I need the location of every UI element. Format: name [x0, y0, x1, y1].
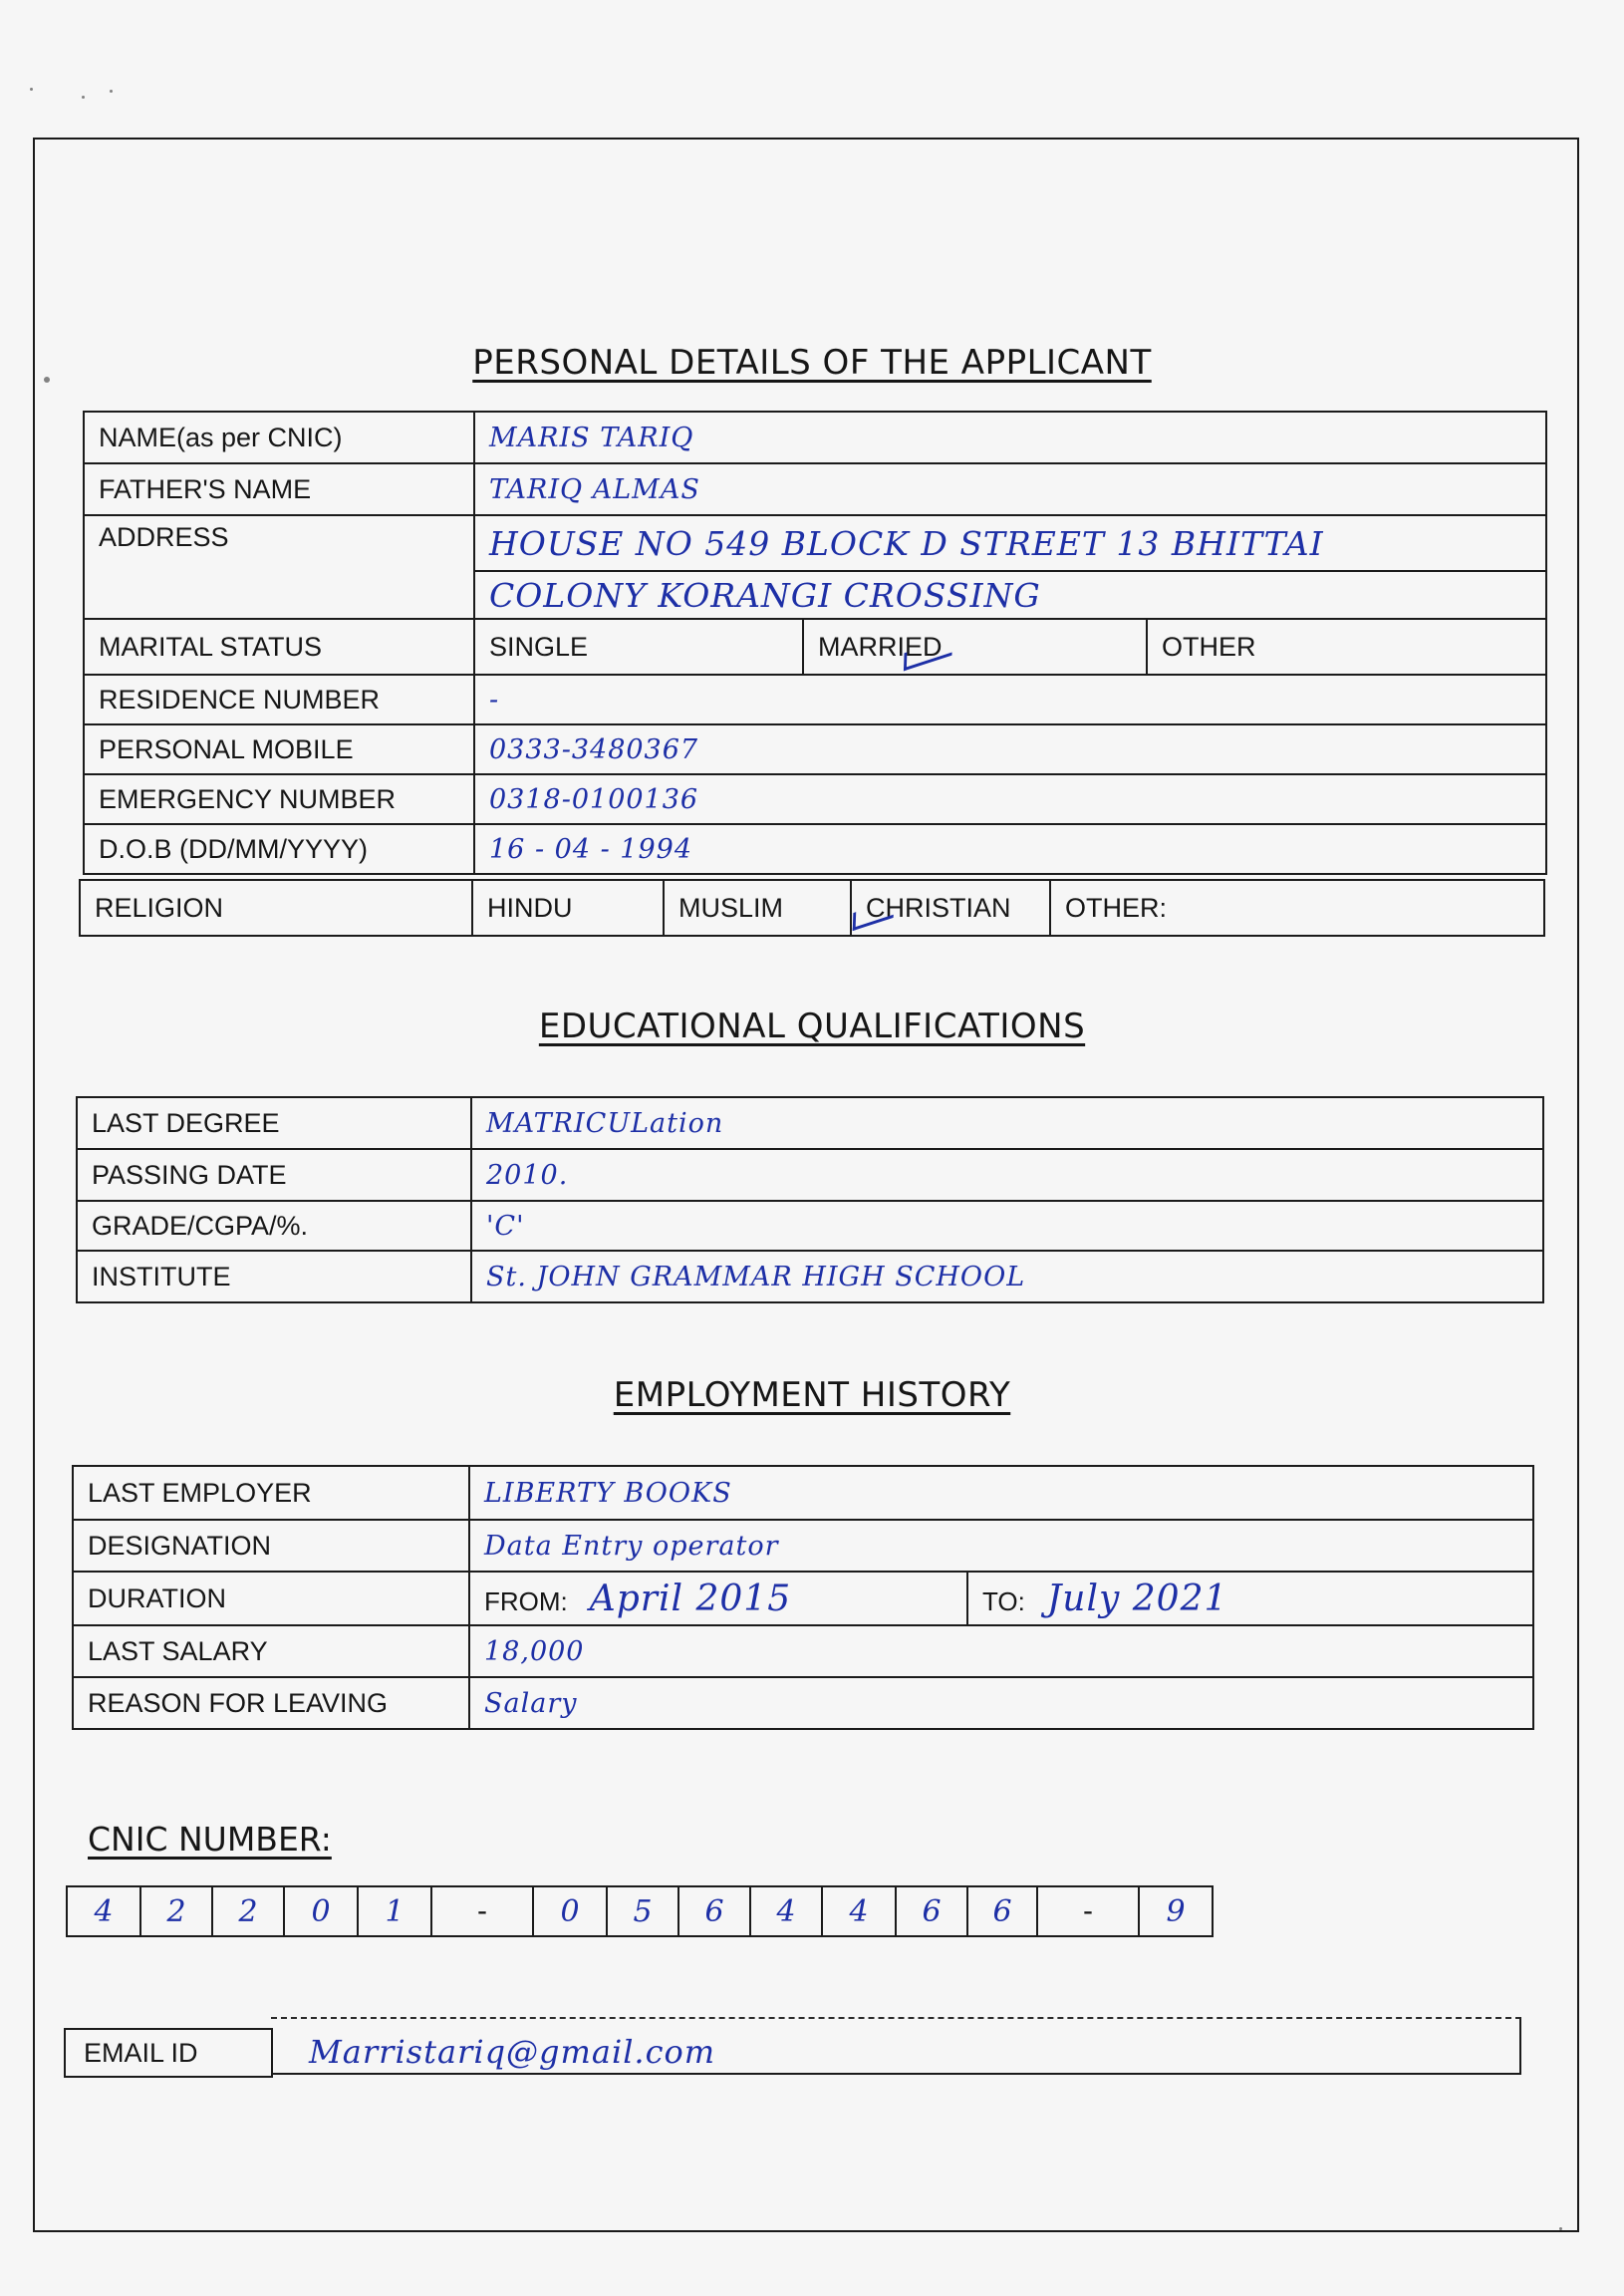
- dob-row: [84, 824, 1546, 874]
- cnic-boxes: [68, 1885, 1214, 1937]
- religion-option-other[interactable]: OTHER:: [1050, 880, 1544, 936]
- last-degree-value[interactable]: MATRICULation: [471, 1097, 1543, 1149]
- cnic-digit-box[interactable]: 1: [357, 1885, 432, 1937]
- institute-value[interactable]: St. JOHN GRAMMAR HIGH SCHOOL: [471, 1251, 1543, 1302]
- marital-status-label: MARITAL STATUS: [84, 619, 474, 675]
- grade-row: [77, 1201, 1543, 1251]
- cnic-digit-box[interactable]: 4: [749, 1885, 823, 1937]
- cnic-title: CNIC NUMBER:: [88, 1820, 332, 1859]
- cnic-digit-box[interactable]: 6: [895, 1885, 968, 1937]
- cnic-digit-box[interactable]: 4: [66, 1885, 141, 1937]
- cnic-digit-box[interactable]: 6: [677, 1885, 751, 1937]
- duration-from-cell[interactable]: [469, 1572, 967, 1625]
- personal-details-heading: PERSONAL DETAILS OF THE APPLICANT: [472, 343, 1152, 383]
- personal-details-table: [83, 411, 1547, 875]
- marital-option-other[interactable]: OTHER: [1147, 619, 1546, 675]
- cnic-digit-box[interactable]: 0: [532, 1885, 608, 1937]
- cnic-digit-box[interactable]: 9: [1138, 1885, 1214, 1937]
- religion-row: [80, 880, 1544, 936]
- cnic-digit-box[interactable]: 2: [139, 1885, 213, 1937]
- employment-table: [72, 1465, 1534, 1730]
- degree-row: [77, 1097, 1543, 1149]
- address-row-1: [84, 515, 1546, 571]
- religion-option-christian-label: CHRISTIAN: [866, 892, 1011, 923]
- institute-row: [77, 1251, 1543, 1302]
- marital-option-single[interactable]: SINGLE: [474, 619, 803, 675]
- grade-label: GRADE/CGPA/%.: [77, 1201, 471, 1251]
- emergency-number-label: EMERGENCY NUMBER: [84, 774, 474, 824]
- name-value[interactable]: MARIS TARIQ: [474, 412, 1546, 463]
- name-label: NAME(as per CNIC): [84, 412, 474, 463]
- from-label: FROM:: [484, 1585, 568, 1616]
- scan-speck: [82, 96, 85, 99]
- dob-value[interactable]: 16 - 04 - 1994: [474, 824, 1546, 874]
- cnic-digit-box[interactable]: 0: [283, 1885, 359, 1937]
- religion-option-christian[interactable]: [851, 880, 1050, 936]
- last-employer-label: LAST EMPLOYER: [73, 1466, 469, 1520]
- cnic-separator: -: [1036, 1885, 1140, 1937]
- employment-heading: EMPLOYMENT HISTORY: [613, 1375, 1011, 1415]
- passing-row: [77, 1149, 1543, 1201]
- institute-label: INSTITUTE: [77, 1251, 471, 1302]
- salary-row: [73, 1625, 1533, 1677]
- religion-table: [79, 879, 1545, 937]
- father-name-value[interactable]: TARIQ ALMAS: [474, 463, 1546, 515]
- marital-option-married[interactable]: [803, 619, 1147, 675]
- designation-value[interactable]: Data Entry operator: [469, 1520, 1533, 1572]
- religion-option-muslim[interactable]: MUSLIM: [664, 880, 851, 936]
- dob-label: D.O.B (DD/MM/YYYY): [84, 824, 474, 874]
- designation-label: DESIGNATION: [73, 1520, 469, 1572]
- father-name-row: [84, 463, 1546, 515]
- mobile-row: [84, 724, 1546, 774]
- residence-number-value[interactable]: -: [474, 675, 1546, 724]
- address-line-1[interactable]: HOUSE NO 549 BLOCK D STREET 13 BHITTAI: [474, 515, 1546, 571]
- emergency-number-value[interactable]: 0318-0100136: [474, 774, 1546, 824]
- marital-status-row: [84, 619, 1546, 675]
- religion-option-hindu[interactable]: HINDU: [472, 880, 664, 936]
- reason-value[interactable]: Salary: [469, 1677, 1533, 1729]
- last-salary-label: LAST SALARY: [73, 1625, 469, 1677]
- emergency-row: [84, 774, 1546, 824]
- duration-row: [73, 1572, 1533, 1625]
- cnic-digit-box[interactable]: 5: [606, 1885, 679, 1937]
- cnic-digit-box[interactable]: 2: [211, 1885, 285, 1937]
- education-heading: EDUCATIONAL QUALIFICATIONS: [538, 1006, 1086, 1046]
- last-degree-label: LAST DEGREE: [77, 1097, 471, 1149]
- personal-mobile-value[interactable]: 0333-3480367: [474, 724, 1546, 774]
- scan-speck: [110, 90, 113, 93]
- scan-speck: [30, 88, 33, 91]
- father-name-label: FATHER'S NAME: [84, 463, 474, 515]
- cnic-digit-box[interactable]: 4: [821, 1885, 897, 1937]
- grade-value[interactable]: 'C': [471, 1201, 1543, 1251]
- last-salary-value[interactable]: 18,000: [469, 1625, 1533, 1677]
- reason-row: [73, 1677, 1533, 1729]
- passing-date-label: PASSING DATE: [77, 1149, 471, 1201]
- marital-option-married-label: MARRIED: [818, 631, 943, 662]
- address-line-2[interactable]: COLONY KORANGI CROSSING: [474, 571, 1546, 619]
- passing-date-value[interactable]: 2010.: [471, 1149, 1543, 1201]
- email-value: Marristariq@gmail.com: [309, 2033, 716, 2071]
- employer-row: [73, 1466, 1533, 1520]
- designation-row: [73, 1520, 1533, 1572]
- personal-mobile-label: PERSONAL MOBILE: [84, 724, 474, 774]
- residence-number-label: RESIDENCE NUMBER: [84, 675, 474, 724]
- cnic-separator: -: [430, 1885, 534, 1937]
- last-employer-value[interactable]: LIBERTY BOOKS: [469, 1466, 1533, 1520]
- address-label: ADDRESS: [84, 515, 474, 619]
- duration-to-cell[interactable]: [967, 1572, 1533, 1625]
- duration-label: DURATION: [73, 1572, 469, 1625]
- to-value: July 2021: [1046, 1578, 1228, 1619]
- name-row: [84, 412, 1546, 463]
- to-label: TO:: [982, 1585, 1025, 1616]
- cnic-digit-box[interactable]: 6: [966, 1885, 1038, 1937]
- email-label: EMAIL ID: [64, 2028, 273, 2078]
- reason-label: REASON FOR LEAVING: [73, 1677, 469, 1729]
- education-table: [76, 1096, 1544, 1303]
- from-value: April 2015: [589, 1578, 792, 1619]
- religion-label: RELIGION: [80, 880, 472, 936]
- residence-row: [84, 675, 1546, 724]
